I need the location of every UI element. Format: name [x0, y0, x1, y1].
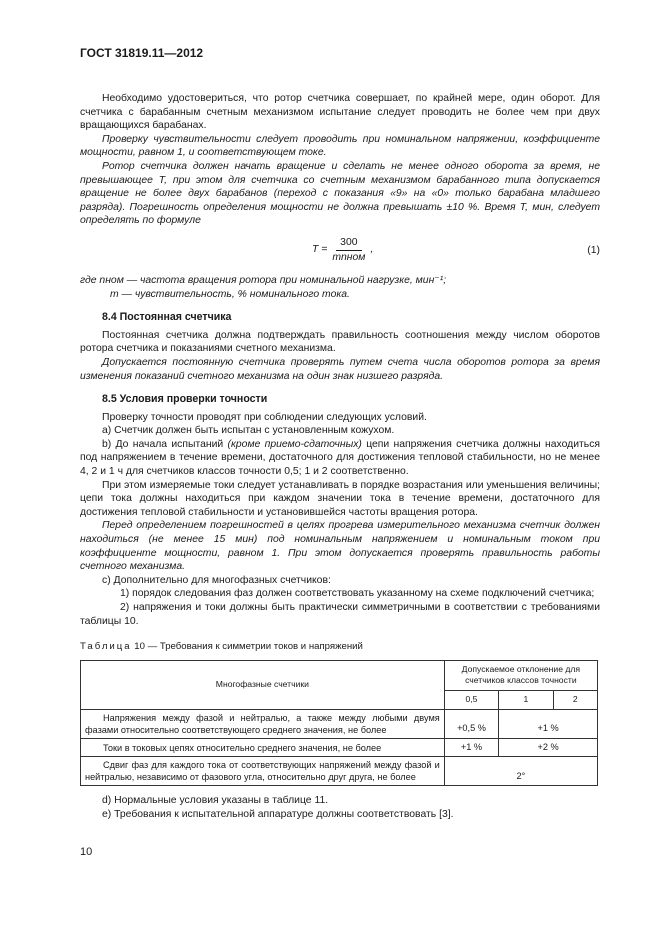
paragraph-italic: Перед определением погрешностей в целях прогрева измерительного механизма счетчик должен находиться (не менее 15 мин) под номинальным напряжением и номинальным током при коэффициенте мощности, равном 1. При этом допускается проверять правильность работы счетного механизма. — [80, 520, 600, 573]
paragraph-italic: Допускается постоянную счетчика проверять путем счета числа оборотов ротора за время изменения показаний счетного механизма на один знак низшего разряда. — [80, 356, 600, 382]
table-cell: +0,5 % — [444, 709, 499, 738]
list-item-c2: 2) напряжения и токи должны быть практически симметричными в соответствии с требованиями таблицы 10. — [80, 602, 600, 627]
class-header: 1 — [499, 690, 553, 709]
table-cell: Сдвиг фаз для каждого тока от соответствующих напряжений между фазой и нейтралью, независимо от фазового угла, относительно друг друга, не более — [81, 757, 445, 786]
formula-lhs: T = — [312, 244, 328, 256]
column-group-header: Допускаемое отклонение для счетчиков классов точности — [444, 660, 597, 690]
column-header: Многофазные счетчики — [81, 660, 445, 709]
formula-numerator: 300 — [336, 236, 361, 251]
table-cell: +2 % — [499, 738, 598, 757]
formula-fraction — [330, 236, 367, 264]
formula-tail: , — [370, 244, 374, 256]
page-number: 10 — [80, 846, 93, 858]
table-cell: Токи в токовых цепях относительно среднего значения, не более — [81, 738, 445, 757]
table-row — [81, 757, 598, 786]
document-header: ГОСТ 31819.11—2012 — [80, 46, 204, 60]
section-title-8-4: 8.4 Постоянная счетчика — [102, 311, 232, 324]
table-cell: Напряжения между фазой и нейтралью, а также между любыми двумя фазами относительно соответствующего среднего значения, не более — [81, 709, 445, 738]
table-cell: +1 % — [499, 709, 598, 738]
class-header: 2 — [553, 690, 597, 709]
symmetry-table — [80, 660, 598, 787]
table-row — [81, 738, 598, 757]
class-header: 0,5 — [444, 690, 499, 709]
legend-line: где nном — частота вращения ротора при номинальной нагрузке, мин⁻¹; — [80, 274, 447, 286]
formula-number: (1) — [587, 244, 600, 256]
paragraph: Необходимо удостовериться, что ротор счетчика совершает, по крайней мере, один оборот. Для счетчика с барабанным счетным механизмом испытание следует проводить не более чем при двух вращающихся барабанах. — [80, 93, 600, 132]
list-item-d: d) Нормальные условия указаны в таблице 11. — [102, 795, 329, 807]
list-item-e: е) Требования к испытательной аппаратуре должны соответствовать [3]. — [102, 808, 454, 820]
table-cell: 2° — [444, 757, 597, 786]
formula-1 — [80, 234, 600, 270]
table-row — [81, 709, 598, 738]
list-item-a: а) Счетчик должен быть испытан с установленным кожухом. — [102, 425, 395, 437]
page-content — [80, 92, 600, 822]
paragraph-italic: Проверку чувствительности следует проводить при номинальном напряжении, коэффициенте мощности, равном 1, и соответствующем токе. — [80, 133, 600, 159]
paragraph: Проверку точности проводят при соблюдении следующих условий. — [102, 411, 427, 423]
legend-line: m — чувствительность, % номинального тока. — [110, 288, 350, 300]
formula-denominator: mnном — [332, 251, 366, 263]
list-item-b: b) До начала испытаний (кроме приемо-сдаточных) цепи напряжения счетчика должны находиться под напряжением в течение времени, достаточного для достижения тепловой стабильности, но не менее 4, 2 и 1 ч для счетчиков классов точности 0,5; 1 и 2 соответственно. — [80, 438, 601, 478]
table-caption: Таблица 10 — Требования к симметрии токов и напряжений — [80, 641, 363, 653]
paragraph: При этом измеряемые токи следует устанавливать в порядке возрастания или уменьшения величины; цепи тока должны находиться при каждом значении тока в течение времени, достаточного для достижения тепловой стабильности и установившейся частоты вращения ротора. — [80, 479, 600, 518]
paragraph-italic: Ротор счетчика должен начать вращение и сделать не менее одного оборота за время, не превышающее T, при этом для счетчика со счетным механизмом барабанного типа допускается вращение не более двух барабанов (переход с показания «9» на «0» только барабана младшего разряда). Погрешность определения мощности не должна превышать ±10 %. Время T, мин, следует определять по формуле — [80, 160, 600, 227]
section-title-8-5: 8.5 Условия проверки точности — [102, 393, 268, 406]
list-item-c1: 1) порядок следования фаз должен соответствовать указанному на схеме подключений счетчика; — [120, 588, 595, 600]
paragraph: Постоянная счетчика должна подтверждать правильность соотношения между числом оборотов ротора счетчика и показаниями счетного механизма. — [80, 329, 600, 355]
list-item-c: с) Дополнительно для многофазных счетчиков: — [102, 574, 331, 586]
table-cell: +1 % — [444, 738, 499, 757]
